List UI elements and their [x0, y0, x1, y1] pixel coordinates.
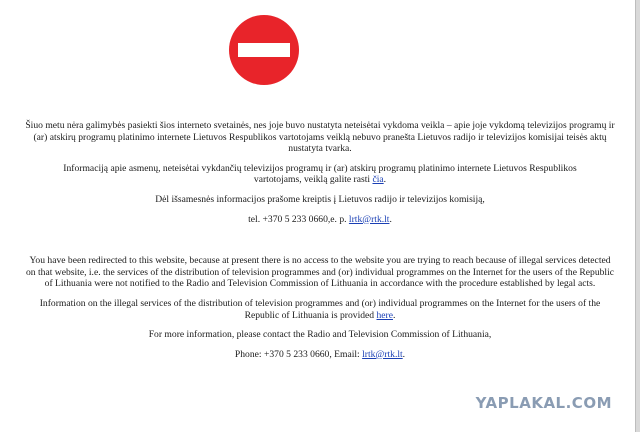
lt-info-paragraph: [20, 163, 620, 186]
en-info-end: .: [393, 309, 396, 321]
en-info-text: Information on the illegal services of the distribution of television programmes and (or) individual programmes on the Internet for the users of the Republic of Lithuania is provided: [39, 297, 601, 321]
yaplakal-watermark: YAPLAKAL.COM: [475, 394, 612, 412]
en-info-link[interactable]: here: [376, 309, 393, 321]
lt-phone-text: tel. +370 5 233 0660,e. p.: [248, 213, 349, 225]
en-info-paragraph: [20, 298, 620, 321]
lt-info-end: .: [383, 174, 387, 186]
lt-contact-paragraph: Dėl išsamesnės informacijos prašome kreiptis į Lietuvos radijo ir televizijos komisiją,: [155, 193, 485, 205]
lt-phone-end: .: [389, 213, 392, 225]
lt-info-link[interactable]: čia: [372, 174, 384, 186]
en-phone-end: .: [402, 348, 406, 360]
lt-info-text: Informaciją apie asmenų, neteisėtai vykdančių televizijos programų ir (ar) atskirų programų platinimo internete Lietuvos Respublikos vartotojams, veiklą galite rasti: [63, 162, 577, 186]
en-phone-text: Phone: +370 5 233 0660, Email:: [234, 348, 363, 360]
lt-notice-paragraph: Šiuo metu nėra galimybės pasiekti šios interneto svetainės, nes joje buvo nustatyta neteisėtai vykdoma veikla – apie joje vykdomą televizijos programų ir (ar) atskirų programų platinimo internete Lietuvos Respublikos vartotojams veiklą nebuvo pranešta Lietuvos radijo ir televizijos komisijai teisės aktų nustatyta tvarka.: [25, 120, 615, 155]
notice-content: [20, 120, 620, 368]
lt-phone-paragraph: [20, 214, 620, 226]
en-notice-paragraph: You have been redirected to this website, because at present there is no access to the website you are trying to reach because of illegal services detected on that website, i.e. the services of the distribution of television programmes and (or) individual programmes on the Internet for the users of the Republic of Lithuania were not notified to the Radio and Television Commission of Lithuania in accordance with the procedure established by legal acts.: [26, 255, 614, 290]
en-email-link[interactable]: lrtk@rtk.lt: [362, 348, 403, 360]
en-contact-paragraph: For more information, please contact the Radio and Television Commission of Lithuania,: [148, 329, 492, 341]
stop-sign-icon: [228, 14, 300, 86]
en-phone-paragraph: [20, 349, 620, 361]
window-edge: [635, 0, 640, 432]
lt-email-link[interactable]: lrtk@rtk.lt: [348, 213, 390, 225]
